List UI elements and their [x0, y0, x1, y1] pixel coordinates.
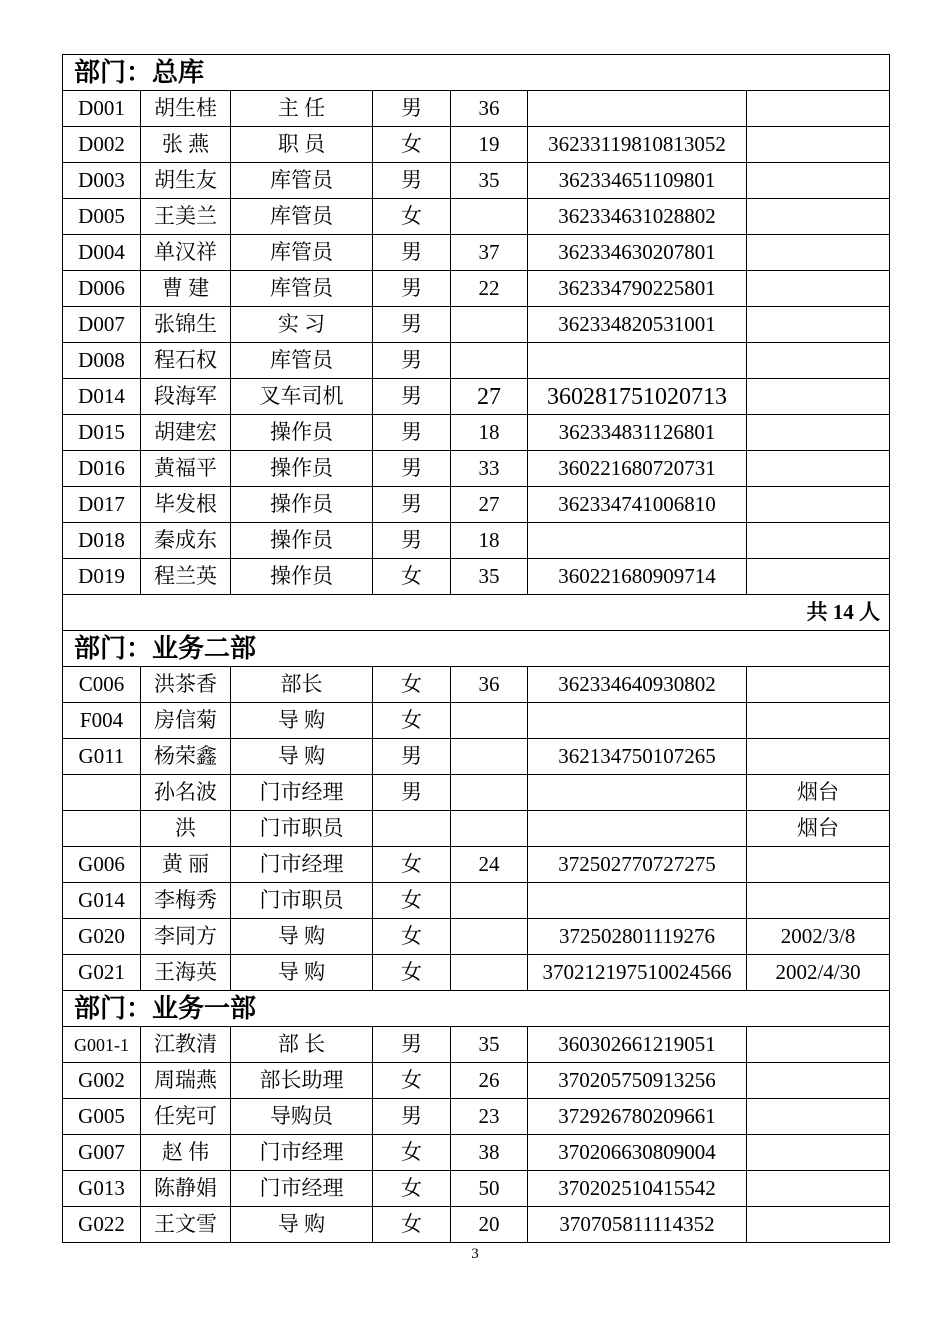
employee-name: 张 燕: [141, 127, 231, 163]
employee-gender: 男: [373, 307, 451, 343]
employee-gender: 男: [373, 163, 451, 199]
employee-id: C006: [63, 667, 141, 703]
employee-position: 操作员: [231, 415, 373, 451]
employee-remark: [747, 847, 890, 883]
employee-position: 操作员: [231, 487, 373, 523]
table-row: [63, 343, 890, 379]
table-row: [63, 955, 890, 991]
employee-gender: 男: [373, 1027, 451, 1063]
employee-position: 操作员: [231, 559, 373, 595]
employee-age: 23: [451, 1099, 528, 1135]
employee-position: 导 购: [231, 703, 373, 739]
employee-age: 36: [451, 667, 528, 703]
employee-position: 门市经理: [231, 847, 373, 883]
employee-id: D017: [63, 487, 141, 523]
table-row: [63, 775, 890, 811]
employee-name: 胡生友: [141, 163, 231, 199]
employee-position: 导 购: [231, 955, 373, 991]
table-row: [63, 1063, 890, 1099]
employee-age: 24: [451, 847, 528, 883]
employee-name: 曹 建: [141, 271, 231, 307]
employee-position: 部 长: [231, 1027, 373, 1063]
employee-remark: [747, 883, 890, 919]
employee-age: 37: [451, 235, 528, 271]
employee-position: 导购员: [231, 1099, 373, 1135]
employee-position: 操作员: [231, 523, 373, 559]
section-total-row: [63, 595, 890, 631]
employee-id-number: 362334651109801: [528, 163, 747, 199]
employee-name: 胡生桂: [141, 91, 231, 127]
employee-age: 35: [451, 559, 528, 595]
table-row: [63, 235, 890, 271]
employee-gender: 女: [373, 127, 451, 163]
table-row: [63, 379, 890, 415]
employee-name: 周瑞燕: [141, 1063, 231, 1099]
employee-id-number: 362334790225801: [528, 271, 747, 307]
section-title: 部门：业务二部: [63, 631, 890, 667]
employee-age: 33: [451, 451, 528, 487]
employee-gender: 男: [373, 451, 451, 487]
employee-id: D019: [63, 559, 141, 595]
employee-gender: 男: [373, 343, 451, 379]
table-row: [63, 667, 890, 703]
table-row: [63, 703, 890, 739]
employee-age: [451, 703, 528, 739]
employee-id: G021: [63, 955, 141, 991]
table-row: [63, 451, 890, 487]
employee-age: 36: [451, 91, 528, 127]
employee-id-number: 362334831126801: [528, 415, 747, 451]
table-row: [63, 1171, 890, 1207]
employee-name: 孙名波: [141, 775, 231, 811]
employee-age: 19: [451, 127, 528, 163]
employee-id-number: [528, 883, 747, 919]
staff-roster-table: [62, 54, 890, 1243]
employee-age: [451, 811, 528, 847]
employee-gender: 女: [373, 847, 451, 883]
employee-id: G020: [63, 919, 141, 955]
employee-age: [451, 955, 528, 991]
table-row: [63, 847, 890, 883]
employee-remark: [747, 451, 890, 487]
employee-id-number: 360302661219051: [528, 1027, 747, 1063]
employee-age: [451, 883, 528, 919]
employee-id-number: [528, 343, 747, 379]
employee-gender: 女: [373, 883, 451, 919]
employee-name: 单汉祥: [141, 235, 231, 271]
employee-age: 26: [451, 1063, 528, 1099]
employee-id-number: 370205750913256: [528, 1063, 747, 1099]
employee-id: G013: [63, 1171, 141, 1207]
table-row: [63, 91, 890, 127]
table-row: [63, 811, 890, 847]
employee-gender: 男: [373, 775, 451, 811]
employee-name: 任宪可: [141, 1099, 231, 1135]
employee-remark: [747, 703, 890, 739]
employee-position: 库管员: [231, 163, 373, 199]
employee-gender: 男: [373, 91, 451, 127]
employee-name: 杨荣鑫: [141, 739, 231, 775]
employee-remark: [747, 1171, 890, 1207]
employee-position: 导 购: [231, 1207, 373, 1243]
employee-id-number: 372502770727275: [528, 847, 747, 883]
section-header: [63, 631, 890, 667]
table-row: [63, 163, 890, 199]
table-row: [63, 307, 890, 343]
employee-id-number: 362334631028802: [528, 199, 747, 235]
employee-id: G002: [63, 1063, 141, 1099]
employee-age: [451, 739, 528, 775]
employee-name: 张锦生: [141, 307, 231, 343]
table-row: [63, 271, 890, 307]
employee-position: 门市经理: [231, 1135, 373, 1171]
employee-id-number: [528, 91, 747, 127]
employee-age: 20: [451, 1207, 528, 1243]
employee-id-number: [528, 811, 747, 847]
employee-remark: [747, 199, 890, 235]
employee-id: G001-1: [63, 1027, 141, 1063]
employee-remark: [747, 1099, 890, 1135]
employee-id: D018: [63, 523, 141, 559]
employee-name: 段海军: [141, 379, 231, 415]
employee-id: D004: [63, 235, 141, 271]
employee-name: 程兰英: [141, 559, 231, 595]
table-row: [63, 739, 890, 775]
employee-position: 门市职员: [231, 811, 373, 847]
employee-position: 主 任: [231, 91, 373, 127]
employee-id: D008: [63, 343, 141, 379]
employee-remark: [747, 487, 890, 523]
employee-gender: 女: [373, 955, 451, 991]
employee-id: [63, 775, 141, 811]
section-title: 部门：总库: [63, 55, 890, 91]
employee-id-number: [528, 523, 747, 559]
employee-gender: 男: [373, 415, 451, 451]
employee-age: 38: [451, 1135, 528, 1171]
employee-position: 叉车司机: [231, 379, 373, 415]
table-row: [63, 199, 890, 235]
employee-id-number: 360281751020713: [528, 379, 747, 415]
employee-id-number: 362334820531001: [528, 307, 747, 343]
employee-gender: 男: [373, 235, 451, 271]
employee-id-number: 362334741006810: [528, 487, 747, 523]
employee-name: 房信菊: [141, 703, 231, 739]
employee-position: 库管员: [231, 235, 373, 271]
employee-remark: 烟台: [747, 811, 890, 847]
employee-name: 赵 伟: [141, 1135, 231, 1171]
employee-name: 王美兰: [141, 199, 231, 235]
employee-id-number: 372926780209661: [528, 1099, 747, 1135]
employee-gender: 女: [373, 919, 451, 955]
section-header: [63, 55, 890, 91]
employee-id-number: 360221680720731: [528, 451, 747, 487]
employee-name: 洪: [141, 811, 231, 847]
employee-name: 黄 丽: [141, 847, 231, 883]
employee-position: 导 购: [231, 739, 373, 775]
employee-name: 黄福平: [141, 451, 231, 487]
employee-age: 18: [451, 415, 528, 451]
employee-name: 江教清: [141, 1027, 231, 1063]
employee-remark: [747, 1063, 890, 1099]
table-row: [63, 415, 890, 451]
employee-id: G007: [63, 1135, 141, 1171]
employee-gender: 女: [373, 1063, 451, 1099]
employee-remark: [747, 559, 890, 595]
employee-remark: [747, 1027, 890, 1063]
employee-gender: 男: [373, 1099, 451, 1135]
employee-id: D006: [63, 271, 141, 307]
table-row: [63, 559, 890, 595]
employee-id: D015: [63, 415, 141, 451]
table-row: [63, 919, 890, 955]
employee-position: 库管员: [231, 343, 373, 379]
employee-id-number: 36233119810813052: [528, 127, 747, 163]
employee-age: 35: [451, 1027, 528, 1063]
table-row: [63, 127, 890, 163]
employee-remark: [747, 523, 890, 559]
employee-remark: [747, 739, 890, 775]
employee-position: 门市经理: [231, 775, 373, 811]
employee-gender: 女: [373, 1135, 451, 1171]
employee-gender: 男: [373, 739, 451, 775]
employee-id: [63, 811, 141, 847]
employee-gender: [373, 811, 451, 847]
table-row: [63, 487, 890, 523]
employee-age: 35: [451, 163, 528, 199]
employee-age: [451, 775, 528, 811]
employee-id: D001: [63, 91, 141, 127]
employee-age: 27: [451, 487, 528, 523]
employee-gender: 女: [373, 667, 451, 703]
employee-id: G006: [63, 847, 141, 883]
employee-remark: [747, 235, 890, 271]
employee-id-number: [528, 703, 747, 739]
employee-remark: [747, 307, 890, 343]
employee-id: D007: [63, 307, 141, 343]
employee-id-number: 370206630809004: [528, 1135, 747, 1171]
section-title: 部门：业务一部: [63, 991, 890, 1027]
employee-id-number: 370705811114352: [528, 1207, 747, 1243]
section-header: [63, 991, 890, 1027]
employee-name: 李梅秀: [141, 883, 231, 919]
employee-gender: 男: [373, 271, 451, 307]
employee-remark: [747, 127, 890, 163]
employee-id-number: 370202510415542: [528, 1171, 747, 1207]
employee-id: D014: [63, 379, 141, 415]
employee-remark: [747, 1207, 890, 1243]
employee-gender: 女: [373, 1207, 451, 1243]
employee-id: G014: [63, 883, 141, 919]
employee-remark: [747, 379, 890, 415]
employee-remark: [747, 343, 890, 379]
table-row: [63, 1027, 890, 1063]
employee-remark: [747, 1135, 890, 1171]
table-row: [63, 523, 890, 559]
employee-gender: 女: [373, 1171, 451, 1207]
employee-remark: [747, 91, 890, 127]
employee-remark: [747, 163, 890, 199]
employee-age: 22: [451, 271, 528, 307]
employee-age: [451, 919, 528, 955]
employee-id: D002: [63, 127, 141, 163]
employee-id-number: [528, 775, 747, 811]
employee-name: 王文雪: [141, 1207, 231, 1243]
employee-remark: [747, 415, 890, 451]
employee-position: 门市职员: [231, 883, 373, 919]
employee-id-number: 362134750107265: [528, 739, 747, 775]
employee-position: 库管员: [231, 199, 373, 235]
employee-position: 实 习: [231, 307, 373, 343]
employee-remark: 2002/3/8: [747, 919, 890, 955]
employee-age: [451, 199, 528, 235]
employee-name: 程石权: [141, 343, 231, 379]
employee-position: 库管员: [231, 271, 373, 307]
employee-gender: 女: [373, 703, 451, 739]
employee-remark: 烟台: [747, 775, 890, 811]
employee-position: 部长助理: [231, 1063, 373, 1099]
employee-gender: 男: [373, 487, 451, 523]
employee-remark: [747, 271, 890, 307]
employee-position: 部长: [231, 667, 373, 703]
employee-position: 门市经理: [231, 1171, 373, 1207]
employee-gender: 男: [373, 523, 451, 559]
employee-id-number: 362334640930802: [528, 667, 747, 703]
employee-name: 洪茶香: [141, 667, 231, 703]
employee-age: 18: [451, 523, 528, 559]
employee-position: 导 购: [231, 919, 373, 955]
employee-gender: 女: [373, 199, 451, 235]
employee-id-number: 370212197510024566: [528, 955, 747, 991]
employee-age: [451, 307, 528, 343]
employee-name: 陈静娟: [141, 1171, 231, 1207]
employee-remark: [747, 667, 890, 703]
table-row: [63, 1135, 890, 1171]
page-number: 3: [471, 1246, 479, 1262]
employee-position: 操作员: [231, 451, 373, 487]
employee-age: 50: [451, 1171, 528, 1207]
employee-age: [451, 343, 528, 379]
employee-id: D005: [63, 199, 141, 235]
employee-remark: 2002/4/30: [747, 955, 890, 991]
employee-id: D003: [63, 163, 141, 199]
employee-id: F004: [63, 703, 141, 739]
employee-name: 李同方: [141, 919, 231, 955]
employee-name: 胡建宏: [141, 415, 231, 451]
employee-position: 职 员: [231, 127, 373, 163]
employee-id-number: 372502801119276: [528, 919, 747, 955]
employee-name: 王海英: [141, 955, 231, 991]
employee-gender: 女: [373, 559, 451, 595]
employee-id: G011: [63, 739, 141, 775]
employee-id: D016: [63, 451, 141, 487]
table-row: [63, 1099, 890, 1135]
table-row: [63, 1207, 890, 1243]
employee-name: 毕发根: [141, 487, 231, 523]
table-row: [63, 883, 890, 919]
employee-name: 秦成东: [141, 523, 231, 559]
employee-id-number: 360221680909714: [528, 559, 747, 595]
section-total: 共 14 人: [63, 595, 890, 631]
employee-age: 27: [451, 379, 528, 415]
employee-id: G022: [63, 1207, 141, 1243]
employee-id: G005: [63, 1099, 141, 1135]
employee-id-number: 362334630207801: [528, 235, 747, 271]
employee-gender: 男: [373, 379, 451, 415]
